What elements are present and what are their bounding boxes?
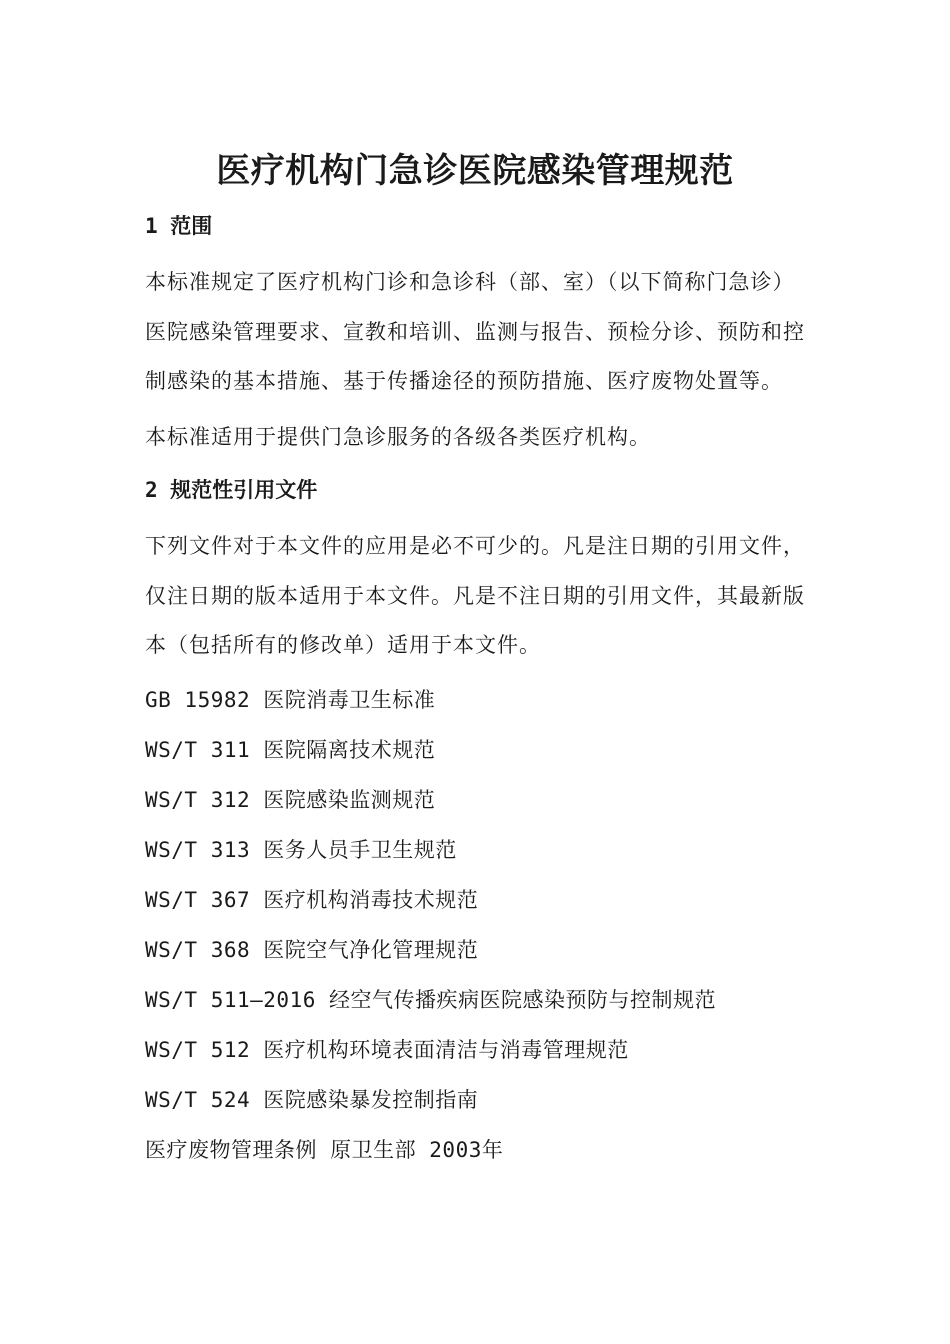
section-scope	[145, 208, 810, 462]
reference-item: WS/T 312 医院感染监测规范	[145, 787, 436, 812]
document-body	[145, 208, 810, 1175]
reference-item: WS/T 313 医务人员手卫生规范	[145, 837, 457, 862]
reference-item: WS/T 524 医院感染暴发控制指南	[145, 1087, 479, 1112]
section-normative-references	[145, 472, 810, 1175]
reference-item: WS/T 311 医院隔离技术规范	[145, 737, 436, 762]
document-title: 医疗机构门急诊医院感染管理规范	[216, 151, 734, 191]
scope-paragraph-1: 本标准规定了医疗机构门诊和急诊科（部、室）（以下简称门急诊）医院感染管理要求、宣教和培训、监测与报告、预检分诊、预防和控制感染的基本措施、基于传播途径的预防措施、医疗废物处置等。	[145, 270, 805, 393]
reference-item: 医疗废物管理条例 原卫生部 2003年	[145, 1137, 504, 1162]
reference-item: WS/T 368 医院空气净化管理规范	[145, 937, 479, 962]
scope-paragraph-2: 本标准适用于提供门急诊服务的各级各类医疗机构。	[145, 424, 651, 449]
references-intro-paragraph: 下列文件对于本文件的应用是必不可少的。凡是注日期的引用文件，仅注日期的版本适用于本文件。凡是不注日期的引用文件，其最新版本（包括所有的修改单）适用于本文件。	[145, 534, 805, 657]
reference-item: WS/T 512 医疗机构环境表面清洁与消毒管理规范	[145, 1037, 629, 1062]
reference-item: GB 15982 医院消毒卫生标准	[145, 687, 436, 712]
section-heading-scope: 1 范围	[145, 214, 213, 238]
section-heading-normative-references: 2 规范性引用文件	[145, 478, 318, 502]
reference-list	[145, 675, 810, 1175]
reference-item: WS/T 367 医疗机构消毒技术规范	[145, 887, 479, 912]
reference-item: WS/T 511—2016 经空气传播疾病医院感染预防与控制规范	[145, 987, 717, 1012]
